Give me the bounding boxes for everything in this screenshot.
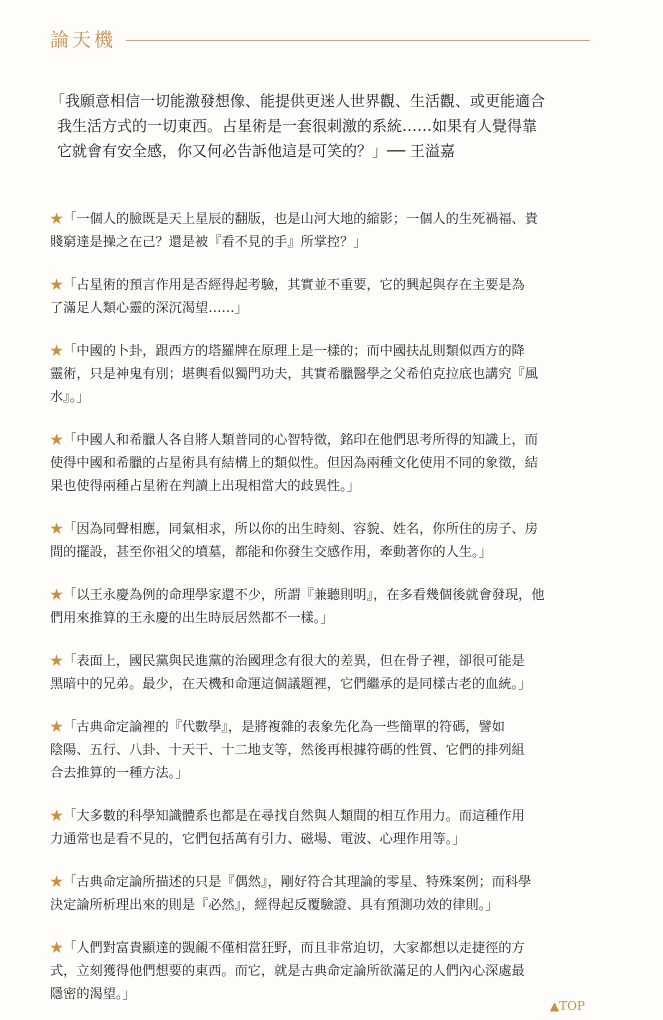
- star-icon: ★: [50, 212, 64, 227]
- quote-text: 力通常也是看不見的，它們包括萬有引力、磁場、電波、心理作用等。」: [50, 832, 466, 847]
- quote-line: [50, 429, 595, 452]
- quote-text: 決定論所析理出來的則是『必然』，經得起反覆驗證、具有預測功效的律則。」: [50, 898, 499, 913]
- quote-line: [50, 983, 595, 1006]
- star-icon: ★: [50, 588, 64, 603]
- quote-line: [50, 340, 595, 363]
- quote-text: 「一個人的臉既是天上星辰的翻版，也是山河大地的縮影；一個人的生死禍福、貴: [63, 212, 538, 227]
- title-rule: [126, 40, 590, 41]
- star-icon: ★: [50, 654, 64, 669]
- quote-line: [50, 208, 595, 231]
- intro-line: 我生活方式的一切東西。占星術是一套很刺激的系統……如果有人覺得靠: [57, 117, 538, 135]
- quote-line: [50, 452, 595, 475]
- quote-text: 「占星術的預言作用是否經得起考驗，其實並不重要，它的興起與存在主要是為: [63, 278, 525, 293]
- quote-text: 式，立刻獲得他們想要的東西。而它，就是古典命定論所欲滿足的人們內心深處最: [50, 964, 525, 979]
- quote-text: 合去推算的一種方法。」: [50, 766, 189, 781]
- quote-line: [50, 518, 595, 541]
- quote-list: [50, 208, 595, 1006]
- intro-line: 「我願意相信一切能激發想像、能提供更迷人世界觀、生活觀、或更能適合: [50, 92, 546, 110]
- quote-line: [50, 541, 595, 564]
- quote-line: [50, 894, 595, 917]
- quote-text: 黑暗中的兄弟。最少，在天機和命運這個議題裡，它們繼承的是同樣古老的血統。」: [50, 677, 532, 692]
- page-header: [50, 29, 590, 51]
- quote-text: 們用來推算的王永慶的出生時辰居然都不一樣。」: [50, 611, 334, 626]
- quote-item: [50, 274, 595, 320]
- quote-line: [50, 871, 595, 894]
- back-to-top-link[interactable]: ▲TOP: [549, 999, 585, 1013]
- quote-item: [50, 518, 595, 564]
- quote-line: [50, 673, 595, 696]
- quote-line: [50, 363, 595, 386]
- quote-text: 果也使得兩種占星術在判讀上出現相當大的歧異性。」: [50, 479, 360, 494]
- quote-line: [50, 937, 595, 960]
- star-icon: ★: [50, 433, 64, 448]
- quote-line: [50, 828, 595, 851]
- quote-item: [50, 871, 595, 917]
- quote-item: [50, 584, 595, 630]
- quote-item: [50, 937, 595, 1006]
- quote-text: 「古典命定論所描述的只是『偶然』，剛好符合其理論的零星、特殊案例；而科學: [63, 875, 532, 890]
- quote-text: 靈術，只是神鬼有別；堪輿看似獨門功夫，其實希臘醫學之父希伯克拉底也講究『風: [50, 367, 538, 382]
- star-icon: ★: [50, 875, 64, 890]
- star-icon: ★: [50, 344, 64, 359]
- quote-item: [50, 716, 595, 785]
- star-icon: ★: [50, 522, 64, 537]
- quote-item: [50, 429, 595, 498]
- quote-item: [50, 208, 595, 254]
- quote-line: [50, 739, 595, 762]
- quote-line: [50, 297, 595, 320]
- quote-line: [50, 960, 595, 983]
- star-icon: ★: [50, 278, 64, 293]
- quote-item: [50, 340, 595, 409]
- quote-text: 水』。」: [50, 390, 90, 405]
- quote-text: 「大多數的科學知識體系也都是在尋找自然與人類間的相互作用力。而這種作用: [63, 809, 525, 824]
- quote-text: 「表面上，國民黨與民進黨的治國理念有很大的差異，但在骨子裡，卻很可能是: [63, 654, 525, 669]
- quote-line: [50, 475, 595, 498]
- quote-item: [50, 650, 595, 696]
- quote-text: 「中國的卜卦，跟西方的塔羅牌在原理上是一樣的；而中國扶乩則類似西方的降: [63, 344, 525, 359]
- quote-text: 「以王永慶為例的命理學家還不少，所謂『兼聽則明』，在多看幾個後就會發現，他: [63, 588, 545, 603]
- quote-line: [50, 274, 595, 297]
- quote-text: 陰陽、五行、八卦、十天干、十二地支等，然後再根據符碼的性質、它們的排列組: [50, 743, 525, 758]
- star-icon: ★: [50, 720, 64, 735]
- quote-text: 「人們對富貴顯達的覬覦不僅相當狂野，而且非常迫切，大家都想以走捷徑的方: [63, 941, 525, 956]
- quote-line: [50, 805, 595, 828]
- quote-line: [50, 231, 595, 254]
- quote-text: 隱密的渴望。」: [50, 987, 136, 1002]
- quote-line: [50, 716, 595, 739]
- star-icon: ★: [50, 809, 64, 824]
- quote-line: [50, 386, 595, 409]
- quote-text: 了滿足人類心靈的深沉渴望……」: [50, 301, 248, 316]
- quote-line: [50, 607, 595, 630]
- quote-text: 使得中國和希臘的占星術具有結構上的類似性。但因為兩種文化使用不同的象徵，結: [50, 456, 538, 471]
- page-title: 論天機: [50, 29, 117, 51]
- intro-quote: [50, 89, 595, 164]
- quote-text: 間的擺設，甚至你祖父的墳墓，都能和你發生交感作用，牽動著你的人生。」: [50, 545, 492, 560]
- quote-line: [50, 584, 595, 607]
- quote-text: 賤窮達是操之在己？還是被『看不見的手』所掌控？」: [50, 235, 367, 250]
- quote-line: [50, 650, 595, 673]
- star-icon: ★: [50, 941, 64, 956]
- intro-line: 它就會有安全感，你又何必告訴他這是可笑的？」── 王溢嘉: [57, 142, 455, 160]
- quote-line: [50, 762, 595, 785]
- quote-text: 「古典命定論裡的『代數學』，是將複雜的表象先化為一些簡單的符碼，譬如: [63, 720, 505, 735]
- quote-text: 「中國人和希臘人各自將人類普同的心智特徵，銘印在他們思考所得的知識上，而: [63, 433, 538, 448]
- quote-item: [50, 805, 595, 851]
- quote-text: 「因為同聲相應，同氣相求，所以你的出生時刻、容貌、姓名，你所住的房子、房: [63, 522, 538, 537]
